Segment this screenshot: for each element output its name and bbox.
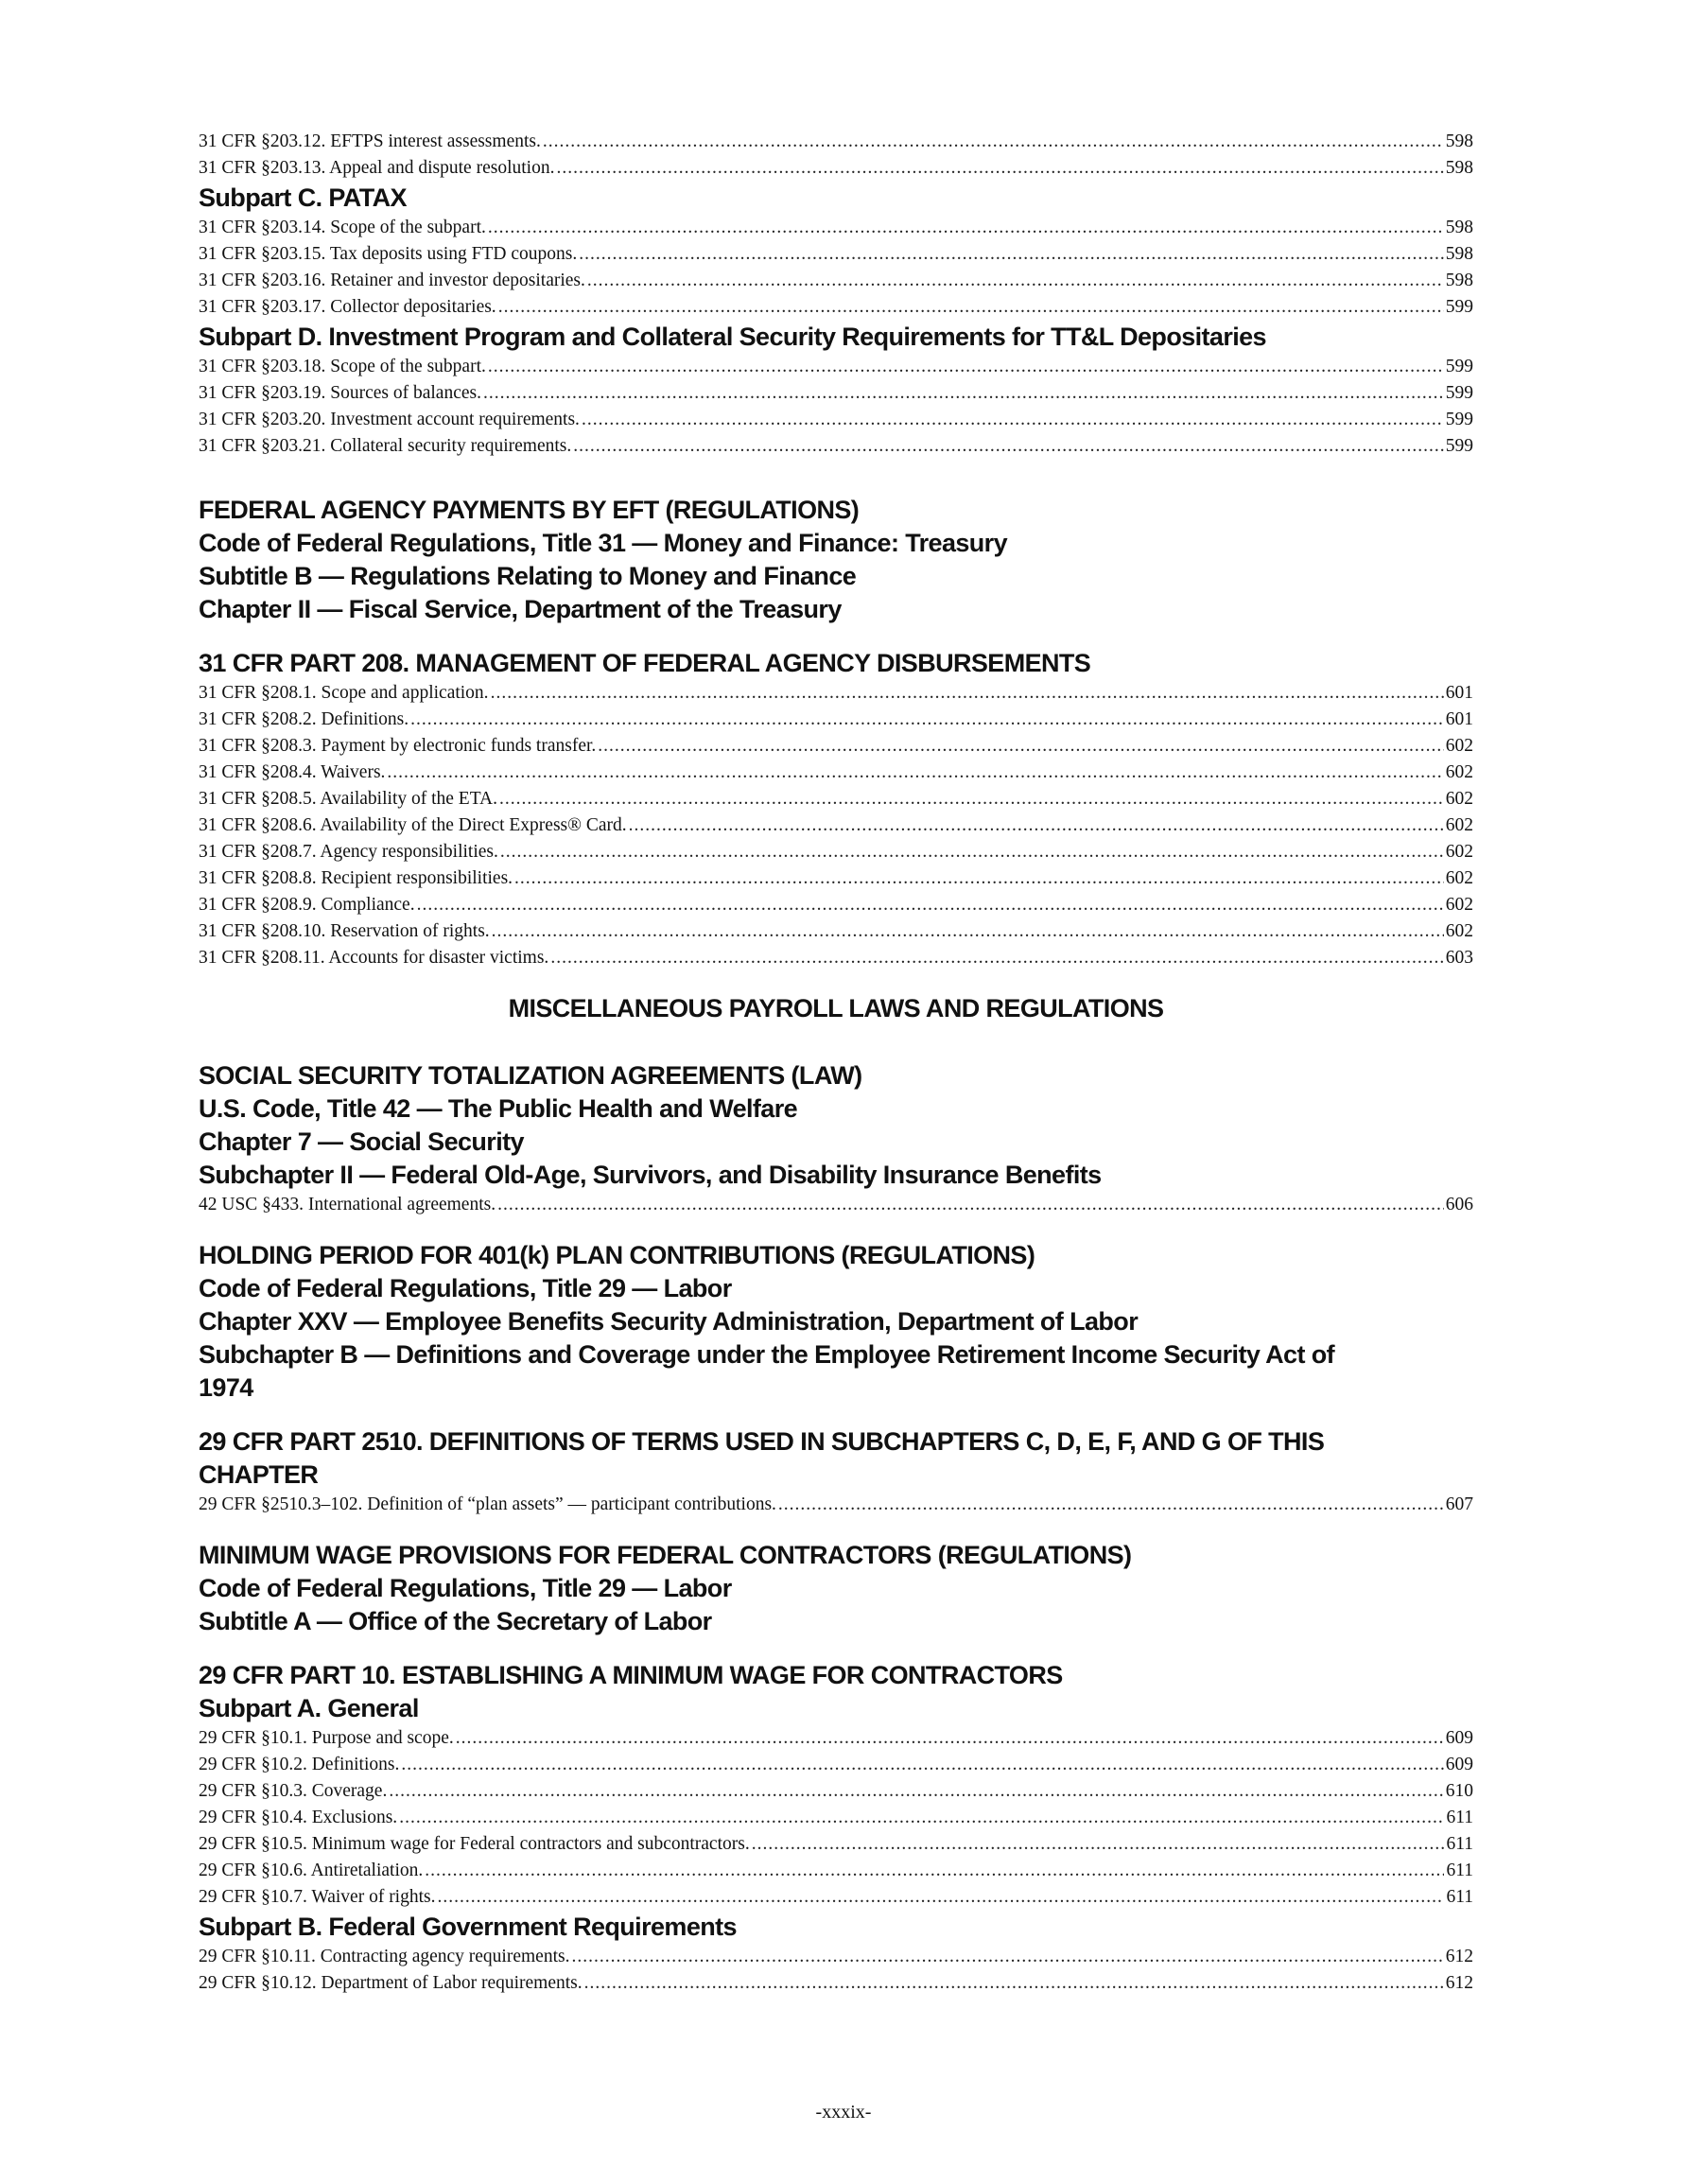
dot-leader	[498, 294, 1444, 321]
dot-leader	[425, 1858, 1444, 1884]
toc-entry-title: 29 CFR §10.1. Purpose and scope.	[199, 1728, 454, 1748]
dot-leader	[587, 268, 1444, 294]
dot-leader	[629, 812, 1444, 839]
subpart-heading: Subpart C. PATAX	[199, 183, 407, 212]
toc-entry-title: 31 CFR §208.5. Availability of the ETA.	[199, 789, 498, 809]
toc-entry	[199, 760, 1473, 786]
toc-entry-page: 599	[1445, 383, 1473, 403]
heading-line: HOLDING PERIOD FOR 401(k) PLAN CONTRIBUTIONS (REGULATIONS)	[199, 1241, 1035, 1269]
part-title: 29 CFR PART 10. ESTABLISHING A MINIMUM WAGE FOR CONTRACTORS	[199, 1661, 1063, 1689]
toc-entry	[199, 1492, 1473, 1518]
toc-entry-page: 598	[1445, 244, 1473, 264]
subpart-heading: Subpart A. General	[199, 1694, 419, 1722]
toc-group	[199, 680, 1473, 971]
part-title: 31 CFR PART 208. MANAGEMENT OF FEDERAL AGENCY DISBURSEMENTS	[199, 649, 1091, 677]
toc-entry-title: 31 CFR §203.18. Scope of the subpart.	[199, 357, 486, 376]
heading-line: MINIMUM WAGE PROVISIONS FOR FEDERAL CONTRACTORS (REGULATIONS)	[199, 1541, 1132, 1569]
heading-line: 1974	[199, 1373, 253, 1402]
heading-line: SOCIAL SECURITY TOTALIZATION AGREEMENTS (LAW)	[199, 1061, 862, 1090]
dot-leader	[584, 1970, 1444, 1997]
toc-entry-page: 609	[1445, 1755, 1473, 1774]
toc-entry-page: 607	[1445, 1494, 1473, 1514]
toc-entry-title: 29 CFR §10.7. Waiver of rights.	[199, 1887, 436, 1907]
toc-entry-page: 602	[1445, 921, 1473, 941]
dot-leader	[573, 433, 1443, 460]
dot-leader	[456, 1725, 1444, 1752]
dot-leader	[491, 680, 1444, 707]
toc-group	[199, 215, 1473, 321]
toc-entry-page: 599	[1445, 297, 1473, 317]
dot-leader	[778, 1492, 1444, 1518]
toc-page	[199, 129, 1473, 1997]
toc-entry-page: 598	[1445, 131, 1473, 151]
toc-entry-title: 29 CFR §10.4. Exclusions.	[199, 1808, 398, 1827]
toc-entry-title: 29 CFR §10.6. Antiretaliation.	[199, 1861, 424, 1880]
toc-entry-title: 31 CFR §203.13. Appeal and dispute resolution.	[199, 158, 555, 178]
toc-entry-page: 612	[1445, 1973, 1473, 1993]
toc-entry	[199, 155, 1473, 182]
toc-entry-page: 603	[1445, 948, 1473, 968]
toc-entry-title: 29 CFR §10.12. Department of Labor requirements.	[199, 1973, 583, 1993]
dot-leader	[488, 215, 1444, 241]
heading-line: Code of Federal Regulations, Title 29 — Labor	[199, 1574, 732, 1602]
toc-entry-title: 31 CFR §208.8. Recipient responsibilities.	[199, 868, 513, 888]
toc-entry-title: 42 USC §433. International agreements.	[199, 1195, 496, 1214]
toc-entry	[199, 1778, 1473, 1805]
section-heading	[199, 1059, 1473, 1192]
toc-entry-title: 31 CFR §203.16. Retainer and investor depositaries.	[199, 271, 585, 290]
toc-entry-page: 599	[1445, 410, 1473, 429]
dot-leader	[483, 380, 1444, 407]
toc-entry	[199, 733, 1473, 760]
dot-leader	[410, 707, 1444, 733]
toc-entry-page: 612	[1445, 1947, 1473, 1966]
heading-line: Subtitle B — Regulations Relating to Money and Finance	[199, 562, 857, 590]
toc-entry-title: 31 CFR §203.15. Tax deposits using FTD coupons.	[199, 244, 578, 264]
toc-entry-title: 31 CFR §208.9. Compliance.	[199, 895, 415, 915]
toc-entry-page: 611	[1446, 1834, 1473, 1854]
toc-entry	[199, 865, 1473, 892]
dot-leader	[598, 733, 1443, 760]
heading-line: FEDERAL AGENCY PAYMENTS BY EFT (REGULATIONS)	[199, 496, 860, 524]
toc-entry	[199, 1805, 1473, 1831]
dot-leader	[543, 129, 1444, 155]
toc-entry-page: 606	[1445, 1195, 1473, 1214]
toc-entry-title: 31 CFR §208.1. Scope and application.	[199, 683, 489, 703]
toc-entry-title: 31 CFR §203.12. EFTPS interest assessments.	[199, 131, 541, 151]
heading-line: Subchapter II — Federal Old-Age, Survivors, and Disability Insurance Benefits	[199, 1161, 1102, 1189]
toc-entry	[199, 680, 1473, 707]
toc-entry-title: 31 CFR §203.19. Sources of balances.	[199, 383, 481, 403]
toc-group	[199, 354, 1473, 460]
toc-entry-page: 602	[1445, 762, 1473, 782]
toc-group	[199, 1944, 1473, 1997]
dot-leader	[752, 1831, 1445, 1858]
dot-leader	[497, 1192, 1444, 1218]
toc-entry-page: 598	[1445, 218, 1473, 237]
toc-entry-page: 611	[1446, 1808, 1473, 1827]
toc-entry-title: 31 CFR §203.14. Scope of the subpart.	[199, 218, 486, 237]
dot-leader	[579, 241, 1444, 268]
dot-leader	[389, 1778, 1443, 1805]
toc-entry-page: 611	[1446, 1861, 1473, 1880]
misc-title: MISCELLANEOUS PAYROLL LAWS AND REGULATIONS	[508, 994, 1164, 1022]
toc-entry	[199, 1831, 1473, 1858]
toc-entry	[199, 433, 1473, 460]
toc-entry-title: 31 CFR §203.20. Investment account requirements.	[199, 410, 580, 429]
heading-line: Subtitle A — Office of the Secretary of Labor	[199, 1607, 712, 1635]
dot-leader	[417, 892, 1444, 918]
toc-entry	[199, 1725, 1473, 1752]
toc-entry	[199, 1192, 1473, 1218]
dot-leader	[500, 839, 1444, 865]
toc-entry	[199, 945, 1473, 971]
dot-leader	[550, 945, 1443, 971]
subpart-heading: Subpart D. Investment Program and Collateral Security Requirements for TT&L Depositaries	[199, 323, 1266, 351]
heading-line: 29 CFR PART 2510. DEFINITIONS OF TERMS USED IN SUBCHAPTERS C, D, E, F, AND G OF THIS	[199, 1427, 1325, 1456]
toc-entry-title: 29 CFR §10.5. Minimum wage for Federal contractors and subcontractors.	[199, 1834, 750, 1854]
toc-entry-page: 602	[1445, 736, 1473, 756]
toc-entry-page: 602	[1445, 868, 1473, 888]
toc-entry-page: 602	[1445, 815, 1473, 835]
toc-entry	[199, 1944, 1473, 1970]
toc-entry-title: 29 CFR §10.2. Definitions.	[199, 1755, 400, 1774]
toc-entry-page: 611	[1446, 1887, 1473, 1907]
page-number: -xxxix-	[815, 2102, 872, 2123]
toc-entry-title: 31 CFR §208.10. Reservation of rights.	[199, 921, 490, 941]
toc-entry-page: 598	[1445, 158, 1473, 178]
toc-entry	[199, 1752, 1473, 1778]
heading-line: Chapter 7 — Social Security	[199, 1127, 524, 1156]
toc-entry	[199, 380, 1473, 407]
toc-entry	[199, 707, 1473, 733]
section-heading	[199, 494, 1473, 626]
toc-entry-page: 599	[1445, 436, 1473, 456]
toc-entry-page: 599	[1445, 357, 1473, 376]
toc-entry-title: 29 CFR §2510.3–102. Definition of “plan assets” — participant contributions.	[199, 1494, 776, 1514]
dot-leader	[492, 918, 1444, 945]
heading-line: Code of Federal Regulations, Title 31 — Money and Finance: Treasury	[199, 529, 1008, 557]
toc-entry-title: 31 CFR §203.21. Collateral security requirements.	[199, 436, 572, 456]
dot-leader	[401, 1752, 1443, 1778]
toc-entry	[199, 1858, 1473, 1884]
subpart-heading: Subpart B. Federal Government Requirements	[199, 1913, 737, 1941]
toc-entry	[199, 268, 1473, 294]
dot-leader	[488, 354, 1444, 380]
toc-entry	[199, 1884, 1473, 1911]
dot-leader	[556, 155, 1443, 182]
toc-entry-page: 609	[1445, 1728, 1473, 1748]
dot-leader	[571, 1944, 1443, 1970]
dot-leader	[514, 865, 1444, 892]
toc-entry-title: 31 CFR §203.17. Collector depositaries.	[199, 297, 496, 317]
heading-line: Subchapter B — Definitions and Coverage under the Employee Retirement Income Security Act of	[199, 1340, 1335, 1369]
section-heading	[199, 1239, 1473, 1405]
toc-entry-title: 31 CFR §208.2. Definitions.	[199, 709, 409, 729]
toc-entry	[199, 215, 1473, 241]
toc-entry-title: 31 CFR §208.7. Agency responsibilities.	[199, 842, 498, 862]
toc-group	[199, 1725, 1473, 1911]
toc-entry-page: 602	[1445, 842, 1473, 862]
toc-entry-title: 31 CFR §208.11. Accounts for disaster victims.	[199, 948, 549, 968]
toc-entry-title: 29 CFR §10.3. Coverage.	[199, 1781, 388, 1801]
section-heading	[199, 1539, 1473, 1638]
heading-line: Chapter II — Fiscal Service, Department of the Treasury	[199, 595, 842, 623]
toc-entry	[199, 839, 1473, 865]
toc-entry	[199, 354, 1473, 380]
toc-group	[199, 1492, 1473, 1518]
toc-entry-page: 601	[1445, 709, 1473, 729]
toc-entry-page: 598	[1445, 271, 1473, 290]
toc-entry-title: 29 CFR §10.11. Contracting agency requirements.	[199, 1947, 570, 1966]
toc-entry	[199, 294, 1473, 321]
toc-entry-title: 31 CFR §208.6. Availability of the Direct Express® Card.	[199, 815, 627, 835]
toc-group	[199, 1192, 1473, 1218]
heading-line: Code of Federal Regulations, Title 29 — Labor	[199, 1274, 732, 1302]
toc-entry-title: 31 CFR §208.3. Payment by electronic funds transfer.	[199, 736, 597, 756]
toc-entry	[199, 918, 1473, 945]
toc-entry	[199, 892, 1473, 918]
dot-leader	[499, 786, 1444, 812]
dot-leader	[387, 760, 1443, 786]
toc-entry	[199, 812, 1473, 839]
toc-entry	[199, 407, 1473, 433]
heading-line: CHAPTER	[199, 1460, 319, 1489]
toc-group	[199, 129, 1473, 182]
heading-line: U.S. Code, Title 42 — The Public Health and Welfare	[199, 1094, 798, 1123]
dot-leader	[399, 1805, 1444, 1831]
toc-entry	[199, 1970, 1473, 1997]
heading-line: Chapter XXV — Employee Benefits Security Administration, Department of Labor	[199, 1307, 1139, 1336]
toc-entry-page: 610	[1445, 1781, 1473, 1801]
dot-leader	[437, 1884, 1444, 1911]
toc-entry	[199, 129, 1473, 155]
toc-entry-page: 601	[1445, 683, 1473, 703]
toc-entry	[199, 786, 1473, 812]
toc-entry-page: 602	[1445, 789, 1473, 809]
dot-leader	[582, 407, 1444, 433]
toc-entry-title: 31 CFR §208.4. Waivers.	[199, 762, 386, 782]
toc-entry	[199, 241, 1473, 268]
part-title	[199, 1425, 1473, 1492]
toc-entry-page: 602	[1445, 895, 1473, 915]
